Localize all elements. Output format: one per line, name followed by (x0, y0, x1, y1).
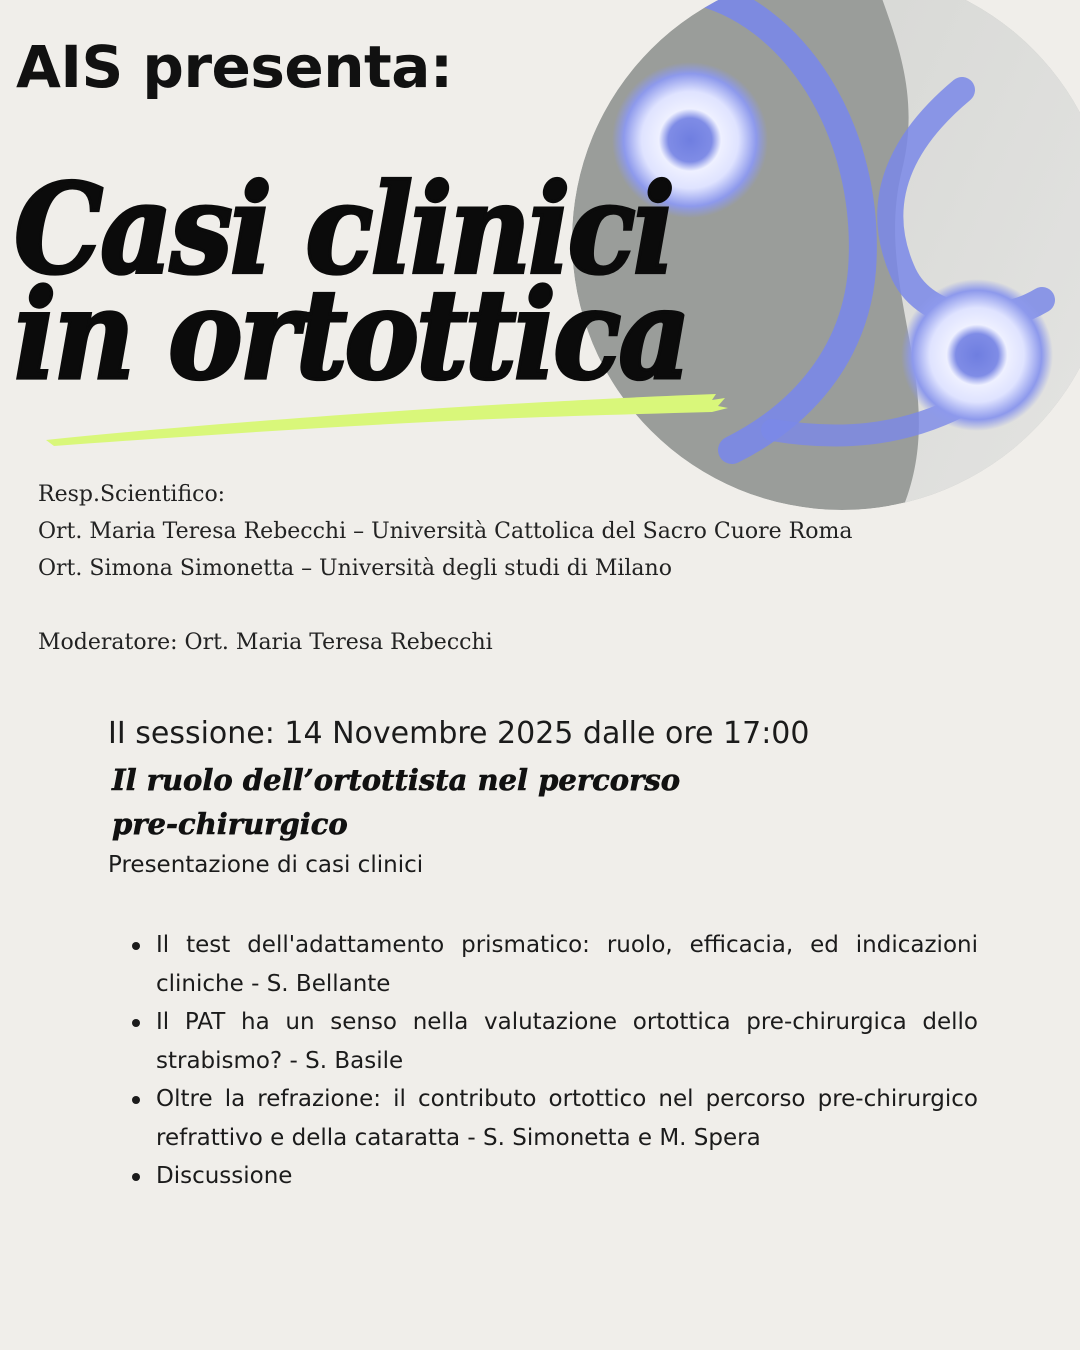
session-title-line-1: Il ruolo dell’ortottista nel percorso (112, 763, 681, 797)
talk-item: Oltre la refrazione: il contributo ortottico nel percorso pre-chirurgico refrattivo e della cataratta - S. Simonetta e M. Spera (108, 1080, 978, 1157)
session-title-line-2: pre-chirurgico (112, 807, 348, 841)
talk-item: Discussione (108, 1157, 978, 1196)
resp-person-1: Ort. Maria Teresa Rebecchi – Università Cattolica del Sacro Cuore Roma (38, 519, 853, 544)
title-line-1: Casi clinici (14, 158, 673, 303)
title-line-2: in ortottica (14, 263, 688, 408)
session-title (112, 758, 978, 846)
presenter-heading: AIS presenta: (16, 33, 453, 101)
talk-list (108, 926, 978, 1196)
page-title (14, 158, 688, 408)
session-date: II sessione: 14 Novembre 2025 dalle ore 17:00 (108, 716, 810, 751)
highlight-brush-stroke (40, 384, 730, 454)
session-subtitle: Presentazione di casi clinici (108, 852, 424, 878)
moderator: Moderatore: Ort. Maria Teresa Rebecchi (38, 630, 493, 655)
session-block (108, 712, 978, 1196)
resp-label: Resp.Scientifico: (38, 482, 226, 507)
scientific-info (38, 476, 852, 661)
talk-item: Il PAT ha un senso nella valutazione ortottica pre-chirurgica dello strabismo? - S. Basile (108, 1003, 978, 1080)
talk-item: Il test dell'adattamento prismatico: ruolo, efficacia, ed indicazioni cliniche - S. Bellante (108, 926, 978, 1003)
resp-person-2: Ort. Simona Simonetta – Università degli studi di Milano (38, 556, 672, 581)
